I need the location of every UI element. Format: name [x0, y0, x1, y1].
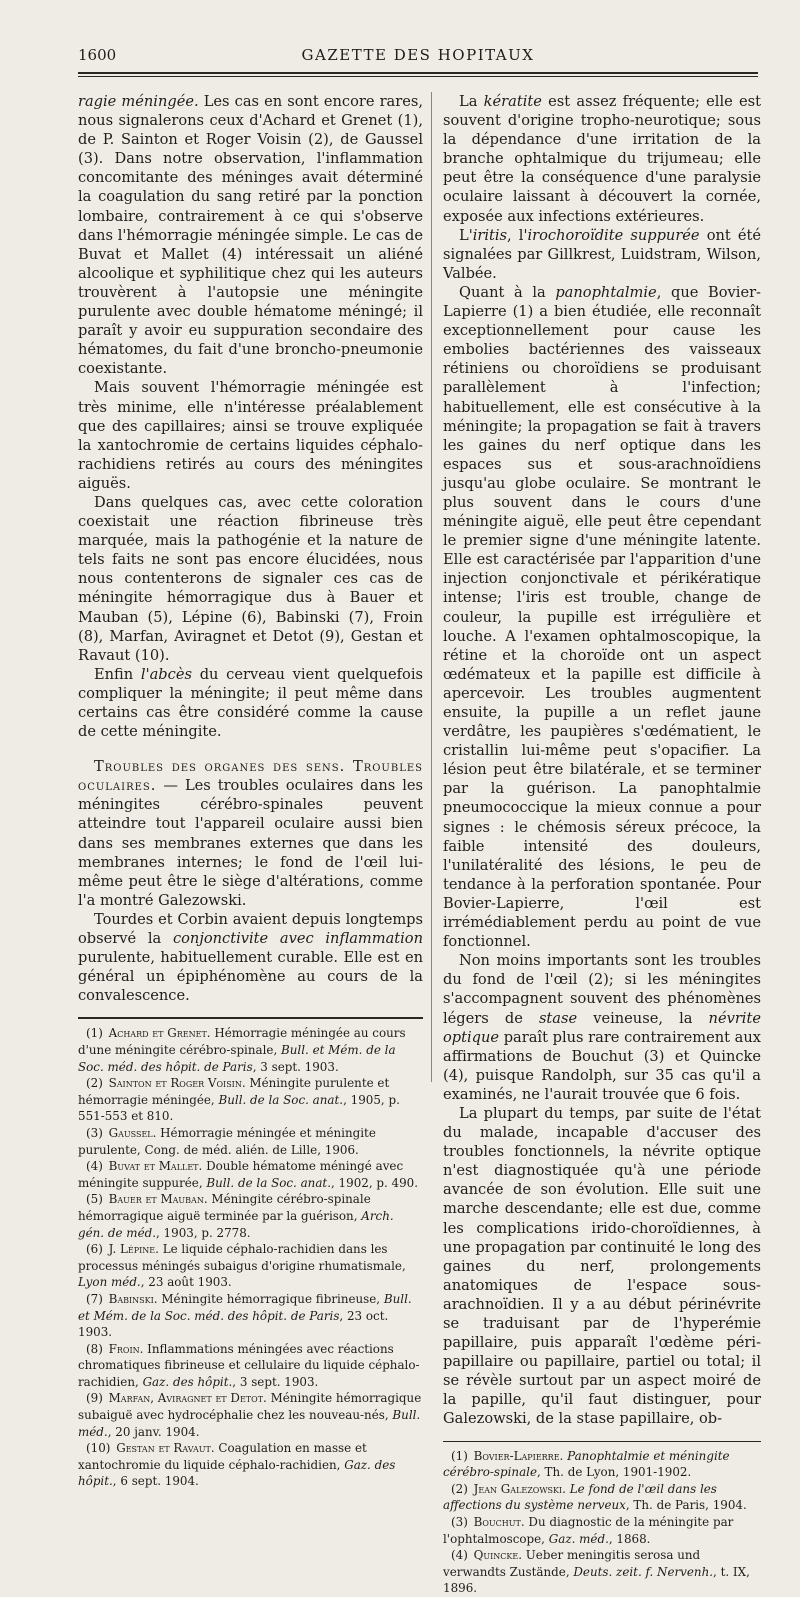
footnote-author: Sainton et Roger Voisin.	[108, 1076, 246, 1091]
footnote-text: Hémorragie méningée et méningite purulente, Cong. de méd. alién. de Lille, 1906.	[78, 1125, 376, 1157]
paragraph-text: paraît plus rare contrairement aux affirmations de Bouchut (3) et Quincke (4), puisque Randolph, sur 35 cas qu'il a examinés, ne l'aurait trouvée que 6 fois.	[443, 1028, 761, 1103]
paragraph	[78, 665, 423, 741]
footnote-author: Gaussel.	[108, 1125, 157, 1140]
footnote	[78, 1075, 423, 1125]
footnote-author: Froin.	[108, 1341, 144, 1356]
footnote-number: (6)	[86, 1242, 103, 1257]
footnote-rule	[443, 1441, 761, 1442]
footnote-text: Inflammations méningées avec réactions chromatiques fibrineuse et cellulaire du liquide céphalo-rachidien,	[78, 1341, 420, 1389]
paragraph	[443, 226, 761, 283]
paragraph-text: Enfin	[94, 665, 141, 683]
footnote-number: (3)	[86, 1125, 103, 1140]
section-heading: Troubles des organes des sens. Troubles oculaires.	[78, 758, 423, 795]
footnote-tail: , 20 janv. 1904.	[107, 1424, 200, 1439]
footnote-number: (2)	[86, 1076, 103, 1091]
footnote	[78, 1158, 423, 1191]
emphasis: l'abcès	[140, 665, 192, 683]
footnote-tail: , 23 oct. 1903.	[78, 1308, 389, 1340]
footnote-tail: , Th. de Lyon, 1901-1902.	[537, 1465, 692, 1480]
footnote-tail: , 6 sept. 1904.	[112, 1474, 199, 1489]
footnote-number: (3)	[451, 1514, 468, 1529]
paragraph	[443, 951, 761, 1104]
footnote-title: Bull. méd.	[78, 1408, 421, 1439]
page-number: 1600	[78, 46, 117, 64]
paragraph: Dans quelques cas, avec cette coloration coexistait une réaction fibrineuse très marquée, mais la pathogénie et la nature de tels faits ne sont pas encore élucidées, nous nous contenterons de signaler ces cas de méningite hémorragique dus à Bauer et Mauban (5), Lépine (6), Babinski (7), Froin (8), Marfan, Aviragnet et Detot (9), Gestan et Ravaut (10).	[78, 493, 423, 664]
emphasis: conjonctivite avec inflammation	[172, 930, 423, 948]
footnote	[443, 1547, 761, 1597]
footnote-number: (2)	[451, 1481, 468, 1496]
footnote-author: Bauer et Mauban.	[108, 1192, 208, 1207]
footnote-text: Méningite purulente et hémorragie méningée,	[78, 1076, 390, 1107]
footnote	[78, 1341, 423, 1391]
running-title: GAZETTE DES HOPITAUX	[301, 46, 535, 64]
footnote-tail: , 1902, p. 490.	[331, 1175, 419, 1190]
footnote-number: (8)	[86, 1341, 103, 1356]
emphasis: panophtalmie	[555, 283, 657, 301]
footnote-title: Bull. de la Soc. anat.	[218, 1092, 344, 1107]
footnote	[78, 1241, 423, 1291]
footnote-author: Quincke.	[473, 1548, 522, 1563]
footnote-tail: , 3 sept. 1903.	[252, 1059, 339, 1074]
paragraph: Mais souvent l'hémorragie méningée est très minime, elle n'intéresse préalablement que des capillaires; ainsi se trouve expliquée la xantochromie de certains liquides céphalo-rachidiens retirés au cours des méningites aiguës.	[78, 379, 423, 492]
footnote-tail: , t. IX, 1896.	[443, 1564, 750, 1596]
footnote-title: Deuts. zeit. f. Nervenh.	[573, 1564, 714, 1579]
paragraph-text: Tourdes et Corbin avaient depuis longtemps observé la	[78, 910, 423, 948]
footnote-number: (1)	[86, 1026, 103, 1041]
header-rule	[78, 72, 758, 77]
column-divider	[431, 92, 432, 1082]
footnote-title: Panophtalmie et méningite cérébro-spinale	[443, 1448, 730, 1480]
paragraph-text: Les cas en sont encore rares, nous signalerons ceux d'Achard et Grenet (1), de P. Sainton et Roger Voisin (2), de Gaussel (3). Dans notre observation, l'inflammation concomitante des méninges avait déterminé la coagulation du sang retiré par la ponction lombaire, contrairement à ce qui s'observe dans l'hémorragie méningée simple. Le cas de Buvat et Mallet (4) intéressait un aliéné alcoolique et syphilitique chez qui les auteurs trouvèrent à l'autopsie une méningite purulente avec double hématome méningé; il paraît y avoir eu suppuration secondaire des hématomes, du fait d'une broncho-pneumonie coexistante.	[78, 93, 423, 378]
footnote-author: Babinski.	[108, 1291, 158, 1306]
footnote-tail: , Th. de Paris, 1904.	[625, 1498, 747, 1513]
footnote-text: Méningite hémorragique fibrineuse,	[157, 1291, 384, 1306]
paragraph-text: est assez fréquente; elle est souvent d'origine tropho-neurotique; sous la dépendance d'une irritation de la branche ophtalmique du trijumeau; elle peut être la conséquence d'une paralysie oculaire laissant à découvert la cornée, exposée aux infections extérieures.	[443, 93, 762, 225]
footnote-tail: , 23 août 1903.	[140, 1275, 232, 1290]
footnote-title: Gaz. des hôpit.	[142, 1374, 233, 1389]
footnote	[78, 1440, 423, 1490]
footnote-tail: , 1905, p. 551-553 et 810.	[78, 1092, 400, 1124]
footnote	[443, 1481, 761, 1514]
paragraph-text: Quant à la	[459, 283, 556, 301]
paragraph-text: — Les troubles oculaires dans les méningites cérébro-spinales peuvent atteindre tout l'appareil oculaire aussi bien dans ses membranes externes que dans les membranes internes; le fond de l'œil lui-même peut être le siège d'altérations, comme l'a montré Galezowski.	[78, 777, 423, 909]
footnote-author: Bovier-Lapierre.	[473, 1448, 564, 1463]
footnote-number: (9)	[86, 1391, 103, 1406]
paragraph	[78, 92, 423, 378]
paragraph-text: du cerveau vient quelquefois compliquer la méningite; il peut même dans certains cas être considéré comme la cause de cette méningite.	[78, 665, 423, 741]
footnote-author: Jean Galezowski.	[473, 1481, 566, 1496]
paragraph-text: , que Bovier-Lapierre (1) a bien étudiée, elle reconnaît exceptionnellement pour cause les embolies bactériennes des vaisseaux rétiniens ou choroïdiens se produisant parallèlement à l'infection; habituellement, elle est consécutive à la méningite; la propagation se fait à travers les gaines du nerf optique dans les espaces sus et sous-arachnoïdiens jusqu'au globe oculaire. Se montrant le plus souvent dans le cours d'une méningite aiguë, elle peut être cependant le premier signe d'une méningite latente. Elle est caractérisée par l'apparition d'une injection conjonctivale et périkératique intense; l'iris est trouble, change de couleur, la pupille est irrégulière et louche. A l'examen ophtalmoscopique, la rétine et la choroïde ont un aspect œdémateux et la papille est difficile à apercevoir. Les troubles augmentent ensuite, la pupille a un reflet jaune verdâtre, les paupières s'œdématient, le cristallin lui-même peut s'opacifier. La lésion peut être bilatérale, et se terminer par la guérison. La panophtalmie pneumococcique la mieux connue a pour signes : le chémosis séreux précoce, la faible intensité des douleurs, l'unilatéralité des lésions, le peu de tendance à la perforation spontanée. Pour Bovier-Lapierre, l'œil est irrémédiablement perdu au point de vue fonctionnel.	[443, 283, 761, 951]
paragraph	[78, 910, 423, 1005]
footnote	[78, 1390, 423, 1440]
footnote-title: Bull. et Mém. de la Soc. méd. des hôpit. de Paris	[78, 1291, 412, 1323]
footnote-tail: , 3 sept. 1903.	[232, 1374, 319, 1389]
paragraph-text: ont été signalées par Gillkrest, Luidstram, Wilson, Valbée.	[443, 226, 762, 282]
footnote-title: Lyon méd.	[78, 1275, 141, 1290]
footnote-author: Achard et Grenet.	[108, 1026, 211, 1041]
footnote-text: Méningite cérébro-spinale hémorragique aiguë terminée par la guérison,	[78, 1192, 371, 1223]
footnotes	[443, 1448, 761, 1597]
footnote-text: Hémorragie méningée au cours d'une méningite cérébro-spinale,	[78, 1026, 406, 1057]
paragraph-text: Non moins importants sont les troubles du fond de l'œil (2); si les méningites s'accompagnent souvent des phénomènes légers de	[443, 952, 761, 1027]
footnote-tail: , 1868.	[608, 1531, 651, 1546]
emphasis: stase	[538, 1009, 578, 1027]
footnote-title: Le fond de l'œil dans les affections du système nerveux	[443, 1481, 717, 1513]
paragraph	[443, 283, 761, 951]
paragraph-text: , l'	[507, 226, 528, 244]
footnote	[78, 1291, 423, 1341]
footnote-text: Le liquide céphalo-rachidien dans les processus méningés subaigus d'origine rhumatismale,	[78, 1242, 406, 1273]
footnote-title: Gaz. méd.	[548, 1531, 609, 1546]
footnote-rule	[78, 1017, 423, 1019]
footnote-text: Double hématome méningé avec méningite suppurée,	[78, 1159, 404, 1190]
paragraph-text: La	[459, 93, 484, 110]
footnote-title: Bull. de la Soc. anat.	[206, 1175, 331, 1190]
footnote	[443, 1448, 761, 1481]
footnote-number: (7)	[86, 1291, 103, 1306]
left-column	[78, 92, 423, 1490]
paragraph	[443, 92, 761, 226]
footnote-author: Marfan, Aviragnet et Detot.	[108, 1391, 267, 1406]
footnote-number: (4)	[86, 1159, 103, 1174]
footnote-author: Buvat et Mallet.	[108, 1159, 203, 1174]
footnote-text: Du diagnostic de la méningite par l'ophtalmoscope,	[443, 1514, 734, 1546]
footnote-title: Gaz. des hôpit.	[78, 1457, 396, 1489]
paragraph-text: L'	[459, 226, 473, 244]
footnote-author: Gestan et Ravaut.	[116, 1441, 215, 1456]
emphasis: irochoroïdite suppurée	[527, 226, 700, 244]
section-paragraph	[78, 757, 423, 910]
footnote	[78, 1125, 423, 1158]
page-header	[78, 46, 758, 68]
footnote-number: (4)	[451, 1548, 468, 1563]
footnote	[443, 1514, 761, 1547]
footnote-author: Bouchut.	[473, 1514, 525, 1529]
footnote-text: Coagulation en masse et xantochromie du liquide céphalo-rachidien,	[78, 1441, 367, 1472]
paragraph-text: purulente, habituellement curable. Elle est en général un épiphénomène au cours de la convalescence.	[78, 949, 423, 1005]
footnote	[78, 1025, 423, 1075]
footnote-title: Bull. et Mém. de la Soc. méd. des hôpit. de Paris	[78, 1043, 396, 1074]
emphasis: iritis	[472, 226, 508, 244]
paragraph-text: veineuse, la	[577, 1009, 709, 1027]
footnote-number: (10)	[86, 1441, 111, 1456]
footnote-tail: , 1903, p. 2778.	[156, 1225, 251, 1240]
footnote-number: (5)	[86, 1192, 103, 1207]
right-column	[443, 92, 761, 1597]
footnote-text: Ueber meningitis serosa und verwandts Zustände,	[443, 1548, 701, 1579]
footnote-author: J. Lépine.	[108, 1242, 159, 1257]
paragraph: La plupart du temps, par suite de l'état du malade, incapable d'accuser des troubles fonctionnels, la névrite optique n'est diagnostiquée qu'à une période avancée de son évolution. Elle suit une marche descendante; elle est due, comme les complications irido-choroïdiennes, à une propagation par continuité le long des gaines du nerf, prolongements anatomiques de l'espace sous-arachnoïdien. Il y a au début périnévrite se traduisant par de l'hyperémie papillaire, puis apparaît l'œdème péri-papillaire ou papillaire, partiel ou total; il se révèle surtout par un aspect moiré de la papille, qu'il faut distinguer, pour Galezowski, de la stase papillaire, ob-	[443, 1104, 761, 1428]
emphasis: kératite	[483, 93, 542, 110]
footnote	[78, 1191, 423, 1241]
emphasis: névrite optique	[443, 1009, 761, 1046]
emphasis: ragie méningée.	[78, 93, 199, 110]
footnote-number: (1)	[451, 1448, 468, 1463]
footnote-text: Méningite hémorragique subaiguë avec hydrocéphalie chez les nouveau-nés,	[78, 1391, 422, 1423]
footnote-title: Arch. gén. de méd.	[78, 1208, 394, 1240]
footnotes	[78, 1025, 423, 1490]
